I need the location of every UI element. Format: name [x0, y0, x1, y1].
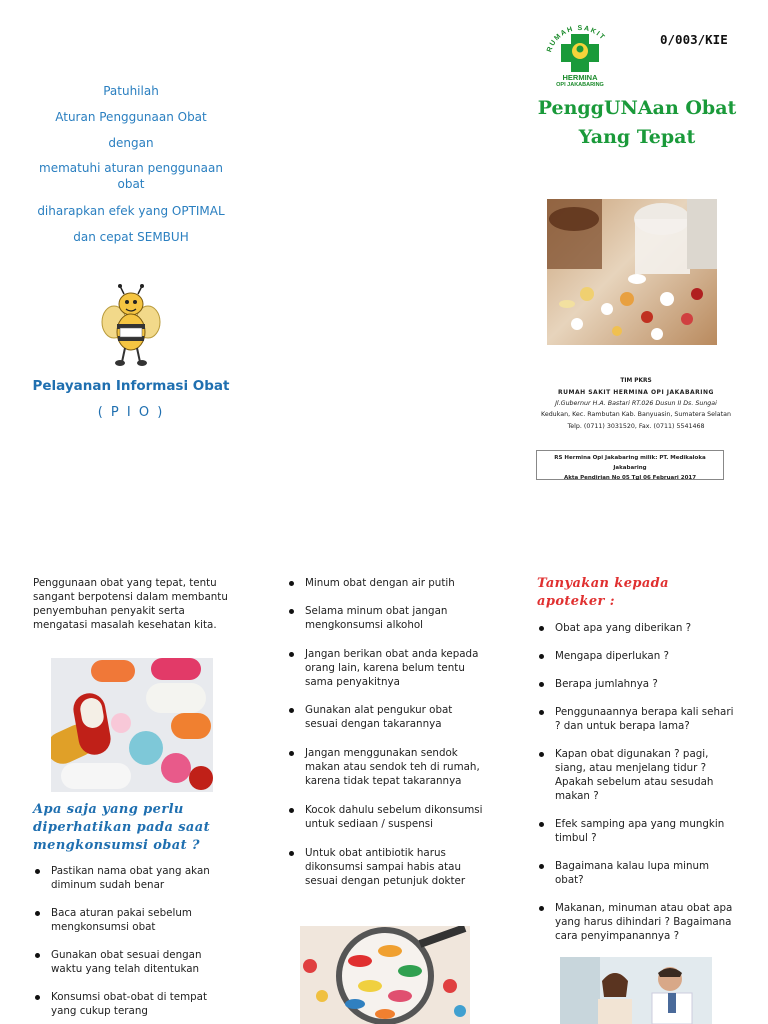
list-item: Penggunaannya berapa kali sehari ? dan untuk berapa lama? — [537, 705, 737, 733]
panel1-list — [33, 864, 233, 1018]
hermina-logo-icon — [540, 18, 620, 90]
panel3-heading: Tanyakan kepada apoteker : — [537, 576, 669, 609]
logo-name: HERMINA — [562, 73, 598, 82]
list-item: Obat apa yang diberikan ? — [537, 621, 737, 635]
panel2-list — [287, 576, 487, 888]
logo-branch: OPI JAKABARING — [556, 82, 604, 88]
team-address1: Jl.Gubernur H.A. Bastari RT.026 Dusun II Ds. Sungai — [555, 400, 717, 407]
document-code: 0/003/KIE — [660, 32, 728, 47]
legal-line2: Akta Pendirian No 05 Tgl 06 Februari 2017 — [563, 475, 697, 481]
list-item: Jangan berikan obat anda kepada orang lain, karena belum tentu sama penyakitnya — [287, 647, 487, 689]
list-item: Berapa jumlahnya ? — [537, 677, 737, 691]
capsules-photo-icon — [51, 658, 213, 792]
list-item: Untuk obat antibiotik harus dikonsumsi sampai habis atau sesuai dengan petunjuk dokter — [287, 846, 487, 888]
intro-line: Patuhilah — [103, 84, 159, 98]
magnifier-pills-photo-icon — [300, 926, 470, 1024]
legal-line1: RS Hermina Opi Jakabaring milik: PT. Medikaloka Jakabaring — [554, 455, 706, 471]
pio-abbreviation: ( P I O ) — [97, 405, 165, 420]
intro-line: mematuhi aturan penggunaan obat — [39, 161, 223, 191]
logo-arc-text: RUMAH SAKIT — [546, 24, 607, 54]
list-item: Jangan menggunakan sendok makan atau sendok teh di rumah, karena tidak tepat takarannya — [287, 746, 487, 788]
list-item: Gunakan alat pengukur obat sesuai dengan takarannya — [287, 703, 487, 731]
list-item: Minum obat dengan air putih — [287, 576, 487, 590]
list-item: Baca aturan pakai sebelum mengkonsumsi obat — [33, 906, 233, 934]
main-title-line2: Yang Tepat — [578, 126, 696, 148]
list-item: Bagaimana kalau lupa minum obat? — [537, 859, 737, 887]
list-item: Selama minum obat jangan mengkonsumsi alkohol — [287, 604, 487, 632]
bee-mascot-icon — [100, 284, 162, 368]
intro-line: dengan — [108, 136, 154, 150]
list-item: Konsumsi obat-obat di tempat yang cukup terang — [33, 990, 233, 1018]
team-phone: Telp. (0711) 3031520, Fax. (0711) 5541468 — [567, 423, 705, 430]
list-item: Efek samping apa yang mungkin timbul ? — [537, 817, 737, 845]
legal-box — [536, 450, 724, 480]
list-item: Makanan, minuman atau obat apa yang harus dihindari ? Bagaimana cara penyimpanannya ? — [537, 901, 737, 943]
list-item: Kapan obat digunakan ? pagi, siang, atau menjelang tidur ? Apakah sebelum atau sesudah makan ? — [537, 747, 737, 803]
intro-line: Aturan Penggunaan Obat — [55, 110, 207, 124]
team-address2: Kedukan, Kec. Rambutan Kab. Banyuasin, Sumatera Selatan — [541, 411, 731, 418]
pharmacist-photo-icon — [560, 957, 712, 1024]
team-label: TIM PKRS — [620, 378, 652, 384]
pio-title: Pelayanan Informasi Obat — [32, 378, 230, 394]
list-item: Mengapa diperlukan ? — [537, 649, 737, 663]
intro-line: dan cepat SEMBUH — [73, 230, 189, 244]
main-title-line1: PenggUNAan Obat — [537, 97, 737, 119]
team-hospital: RUMAH SAKIT HERMINA OPI JAKABARING — [558, 389, 714, 396]
pills-bottles-photo-icon — [547, 199, 717, 345]
intro-line: diharapkan efek yang OPTIMAL — [37, 204, 225, 218]
list-item: Pastikan nama obat yang akan diminum sudah benar — [33, 864, 233, 892]
intro-paragraph: Penggunaan obat yang tepat, tentu sangant berpotensi dalam membantu penyembuhan penyakit serta mengatasi masalah kesehatan kita. — [33, 577, 228, 631]
panel1-heading: Apa saja yang perlu diperhatikan pada saat mengkonsumsi obat ? — [33, 802, 210, 853]
list-item: Kocok dahulu sebelum dikonsumsi untuk sediaan / suspensi — [287, 803, 487, 831]
panel3-list — [537, 621, 737, 943]
list-item: Gunakan obat sesuai dengan waktu yang telah ditentukan — [33, 948, 233, 976]
